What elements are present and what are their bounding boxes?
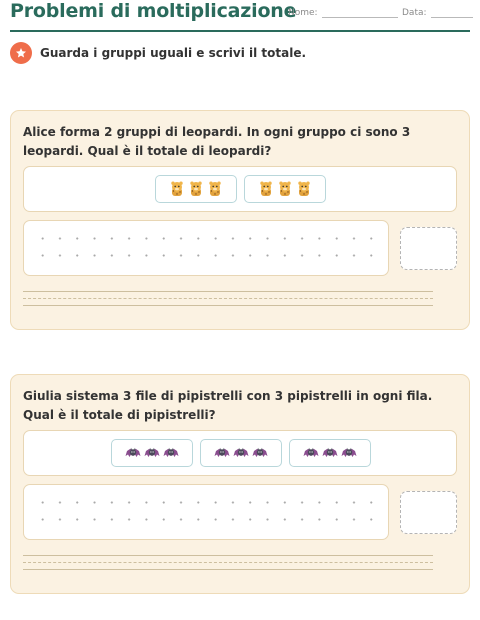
groups-display [23,166,457,212]
bat-icon [322,445,338,461]
bat-icon [163,445,179,461]
leopard-icon [188,181,204,197]
bat-icon [252,445,268,461]
leopard-icon [169,181,185,197]
name-label: Nome: [288,8,318,18]
star-icon [10,42,32,64]
name-line[interactable] [322,10,398,18]
leopard-icon [277,181,293,197]
writing-guide-line [23,562,433,563]
group-box [111,439,193,467]
leopard-icon [207,181,223,197]
writing-line[interactable] [23,569,433,570]
writing-line[interactable] [23,555,433,556]
bat-icon [125,445,141,461]
writing-guide-line [23,298,433,299]
worksheet-header [10,0,470,32]
group-box [289,439,371,467]
leopard-icon [258,181,274,197]
groups-display [23,430,457,476]
answer-box[interactable] [400,491,457,534]
writing-line[interactable] [23,305,433,306]
problem-card-2 [10,374,470,594]
question-text: Alice forma 2 gruppi di leopardi. In ogni gruppo ci sono 3 leopardi. Qual è il totale di leopardi? [23,125,411,158]
work-area[interactable] [23,484,389,540]
instruction-text: Guarda i gruppi uguali e scrivi il totale. [40,46,307,60]
bat-icon [341,445,357,461]
dot-grid [34,494,380,534]
answer-box[interactable] [400,227,457,270]
date-label: Data: [402,8,427,18]
bat-icon [233,445,249,461]
bat-icon [303,445,319,461]
leopard-icon [296,181,312,197]
work-area[interactable] [23,220,389,276]
group-box [155,175,237,203]
date-field[interactable] [402,8,473,18]
date-line[interactable] [431,10,473,18]
dot-grid [34,230,380,270]
instruction [10,42,470,64]
question-text: Giulia sistema 3 file di pipistrelli con 3 pipistrelli in ogni fila. Qual è il totale di pipistrelli? [23,389,433,422]
page-title: Problemi di moltiplicazione [10,0,297,22]
group-box [200,439,282,467]
writing-line[interactable] [23,291,433,292]
problem-card-1 [10,110,470,330]
group-box [244,175,326,203]
bat-icon [214,445,230,461]
bat-icon [144,445,160,461]
name-field[interactable] [288,8,398,18]
